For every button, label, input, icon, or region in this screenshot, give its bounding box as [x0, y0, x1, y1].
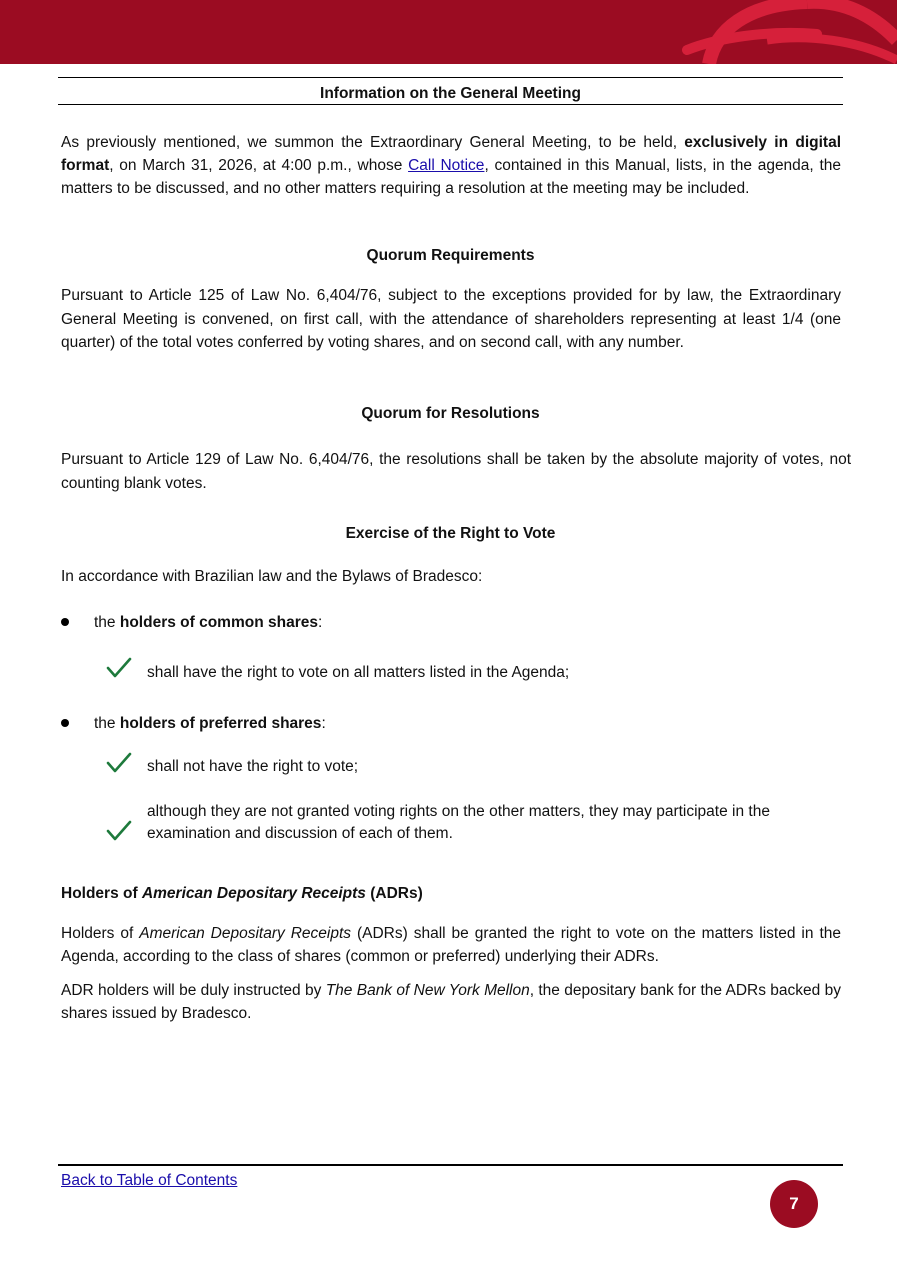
bradesco-logo-icon	[657, 0, 897, 64]
header-band	[0, 0, 897, 64]
footer-rule	[58, 1164, 843, 1166]
preferred-shares-item-2	[106, 801, 846, 851]
right-to-vote-intro: In accordance with Brazilian law and the Bylaws of Bradesco:	[61, 568, 483, 585]
quorum-requirements-text: Pursuant to Article 125 of Law No. 6,404/76, subject to the exceptions provided for by law, the Extraordinary General Meeting is convened, on first call, with the attendance of shareholders representing at least 1/4 (one quarter) of the total votes conferred by voting shares, and on second call, with any number.	[61, 287, 841, 352]
page-number-badge: 7	[770, 1180, 818, 1228]
call-notice-link[interactable]: Call Notice	[408, 157, 485, 174]
adr-paragraph-2: ADR holders will be duly instructed by The Bank of New York Mellon, the depositary bank for the ADRs backed by shares issued by Bradesco.	[61, 982, 841, 1022]
quorum-resolutions-text: Pursuant to Article 129 of Law No. 6,404/76, the resolutions shall be taken by the absolute majority of votes, not counting blank votes.	[61, 451, 851, 492]
checkmark-icon	[106, 657, 132, 679]
common-shares-item	[106, 657, 846, 687]
quorum-resolutions-heading: Quorum for Resolutions	[361, 405, 540, 422]
checkmark-icon	[106, 752, 132, 774]
preferred-shares-bullet: the holders of preferred shares:	[94, 715, 326, 732]
preferred-shares-item-1-text: shall not have the right to vote;	[147, 758, 359, 775]
adr-heading: Holders of American Depositary Receipts (ADRs)	[61, 885, 423, 902]
title-rule-bottom	[58, 104, 843, 105]
adr-paragraph-1: Holders of American Depositary Receipts (ADRs) shall be granted the right to vote on the matters listed in the Agenda, according to the class of shares (common or preferred) underlying their ADRs.	[61, 925, 841, 965]
checkmark-icon	[106, 820, 132, 842]
back-to-toc-link-wrap	[61, 1169, 237, 1192]
preferred-shares-item-1	[106, 752, 846, 782]
right-to-vote-heading: Exercise of the Right to Vote	[345, 525, 556, 542]
title-rule-top	[58, 77, 843, 78]
common-shares-bullet: the holders of common shares:	[94, 614, 323, 631]
back-to-toc-link[interactable]: Back to Table of Contents	[61, 1172, 238, 1189]
preferred-shares-item-2-text: although they are not granted voting rights on the other matters, they may participate in the examination and discussion of each of them.	[147, 803, 770, 842]
section-title: Information on the General Meeting	[320, 85, 581, 102]
bullet-dot-preferred	[61, 719, 69, 727]
quorum-requirements-heading: Quorum Requirements	[366, 247, 535, 264]
intro-paragraph: As previously mentioned, we summon the Extraordinary General Meeting, to be held, exclusively in digital format, on March 31, 2026, at 4:00 p.m., whose Call Notice, contained in this Manual, lists, in the agenda, the matters to be discussed, and no other matters requiring a resolution at the meeting may be included.	[61, 134, 842, 197]
common-shares-item-text: shall have the right to vote on all matters listed in the Agenda;	[147, 664, 570, 681]
bullet-dot-common	[61, 618, 69, 626]
